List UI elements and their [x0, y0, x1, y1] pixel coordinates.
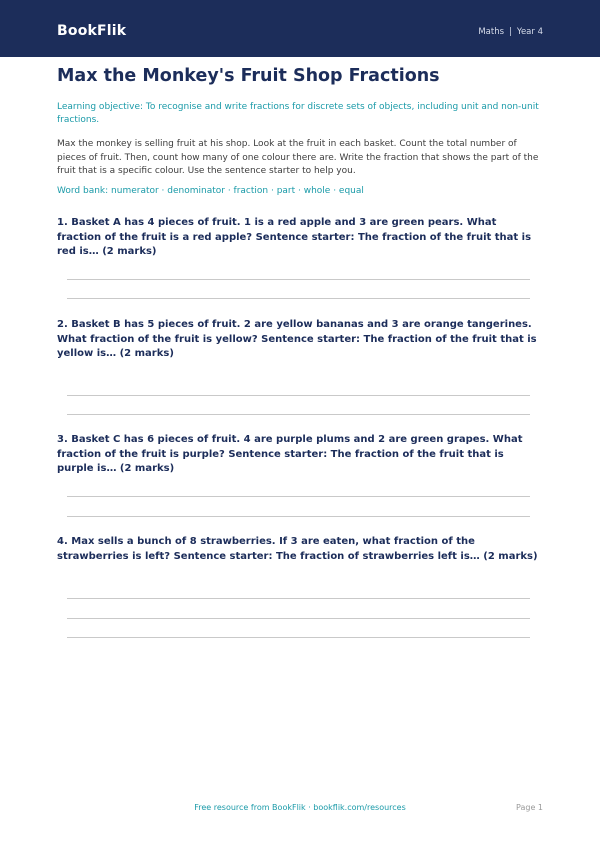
question-4: 4. Max sells a bunch of 8 strawberries. If 3 are eaten, what fraction of the strawberries is left? Sentence starter: The fraction of strawberries left is… (2 marks): [57, 536, 538, 562]
answer-line[interactable]: [67, 496, 530, 497]
answer-line[interactable]: [67, 516, 530, 517]
answer-line[interactable]: [67, 395, 530, 396]
answer-line[interactable]: [67, 298, 530, 299]
question-3: 3. Basket C has 6 pieces of fruit. 4 are purple plums and 2 are green grapes. What fraction of the fruit is purple? Sentence starter: The fraction of the fruit that is purple is… (2 marks): [57, 434, 523, 474]
answer-line[interactable]: [67, 414, 530, 415]
intro-paragraph: Max the monkey is selling fruit at his shop. Look at the fruit in each basket. Count the total number of pieces of fruit. Then, count how many of one colour there are. Write the fraction that shows the part of the fruit that is a specific colour. Use the sentence starter to help you.: [57, 139, 539, 176]
page-number: Page 1: [516, 803, 543, 812]
word-bank: Word bank: numerator · denominator · fraction · part · whole · equal: [57, 186, 364, 196]
meta-separator: |: [509, 27, 512, 37]
subject-label: Maths: [478, 27, 505, 37]
subject-year-label: [478, 27, 543, 37]
year-label: Year 4: [516, 27, 543, 37]
answer-line[interactable]: [67, 598, 530, 599]
worksheet-title: Max the Monkey's Fruit Shop Fractions: [57, 66, 440, 86]
footer-resource-link[interactable]: Free resource from BookFlik · bookflik.com/resources: [194, 803, 406, 812]
answer-line[interactable]: [67, 618, 530, 619]
question-2: 2. Basket B has 5 pieces of fruit. 2 are yellow bananas and 3 are orange tangerines. What fraction of the fruit is yellow? Sentence starter: The fraction of the fruit that is yellow is… (2 marks): [57, 319, 537, 359]
answer-line[interactable]: [67, 279, 530, 280]
learning-objective: Learning objective: To recognise and write fractions for discrete sets of objects, including unit and non-unit fractions.: [57, 102, 539, 125]
answer-line[interactable]: [67, 637, 530, 638]
header-bar: [0, 0, 600, 57]
question-1: 1. Basket A has 4 pieces of fruit. 1 is a red apple and 3 are green pears. What fraction of the fruit is a red apple? Sentence starter: The fraction of the fruit that is red is… (2 marks): [57, 217, 532, 257]
brand-logo-text[interactable]: BookFlik: [57, 23, 127, 39]
